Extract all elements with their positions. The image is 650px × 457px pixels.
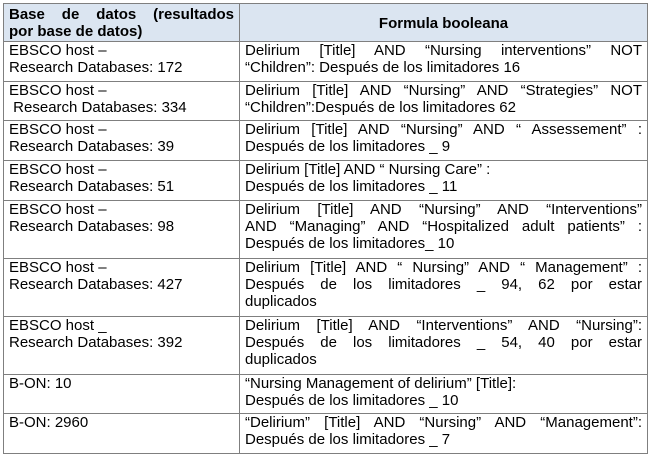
table-row: [4, 81, 648, 121]
formula-cell: Delirium [Title] AND “ Nursing Care” : Después de los limitadores _ 11: [240, 161, 648, 201]
formula-cell: Delirium [Title] AND “Nursing” AND “Interventions” AND “Managing” AND “Hospitalized adult patients” : Después de los limitadores_ 10: [240, 200, 648, 258]
table-row: [4, 374, 648, 414]
boolean-search-table: [3, 3, 648, 454]
database-cell: EBSCO host – Research Databases: 51: [4, 161, 240, 201]
formula-cell: Delirium [Title] AND “ Nursing” AND “ Management” : Después de los limitadores _ 94, 62 por estar duplicados: [240, 258, 648, 316]
formula-cell: Delirium [Title] AND “Nursing” AND “Strategies” NOT “Children”:Después de los limitadores 62: [240, 81, 648, 121]
formula-cell: Delirium [Title] AND “Nursing interventions” NOT “Children”: Después de los limitadores 16: [240, 42, 648, 82]
table-row: [4, 414, 648, 454]
formula-cell: “Nursing Management of delirium” [Title]: Después de los limitadores _ 10: [240, 374, 648, 414]
database-cell: B-ON: 10: [4, 374, 240, 414]
table-row: [4, 258, 648, 316]
database-cell: EBSCO host _ Research Databases: 392: [4, 316, 240, 374]
table-row: [4, 316, 648, 374]
table-row: [4, 121, 648, 161]
table-row: [4, 42, 648, 82]
formula-cell: Delirium [Title] AND “Interventions” AND “Nursing”: Después de los limitadores _ 54, 40 por estar duplicados: [240, 316, 648, 374]
database-cell: EBSCO host – Research Databases: 334: [4, 81, 240, 121]
database-cell: EBSCO host – Research Databases: 427: [4, 258, 240, 316]
formula-cell: Delirium [Title] AND “Nursing” AND “ Assessement” : Después de los limitadores _ 9: [240, 121, 648, 161]
table-row: [4, 161, 648, 201]
header-row: [4, 4, 648, 42]
table-row: [4, 200, 648, 258]
header-database: Base de datos (resultados por base de datos): [4, 4, 240, 42]
header-boolean-formula: Formula booleana: [240, 4, 648, 42]
database-cell: B-ON: 2960: [4, 414, 240, 454]
database-cell: EBSCO host – Research Databases: 98: [4, 200, 240, 258]
database-cell: EBSCO host – Research Databases: 172: [4, 42, 240, 82]
formula-cell: “Delirium” [Title] AND “Nursing” AND “Management”: Después de los limitadores _ 7: [240, 414, 648, 454]
database-cell: EBSCO host – Research Databases: 39: [4, 121, 240, 161]
